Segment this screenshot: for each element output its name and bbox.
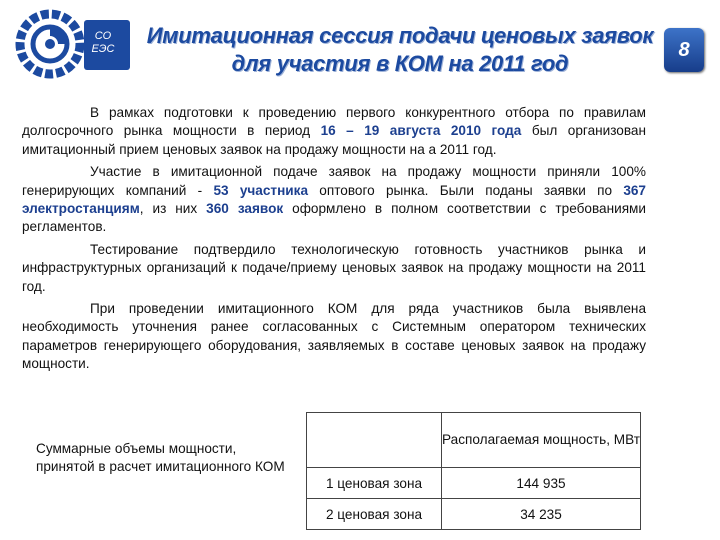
p2-text-g: оформлено в полном соответствии с требованиями регламентов.: [22, 201, 646, 235]
p2-participants-highlight: 53 участника: [213, 182, 309, 198]
page-title: [140, 22, 660, 78]
p2-text-e: , из них: [139, 201, 207, 217]
zone-cell: 1 ценовая зона: [307, 468, 442, 499]
table-row: [307, 468, 641, 499]
p2-text-c: оптового рынка. Были поданы заявки по: [308, 182, 624, 198]
logo-text-line2: ЕЭС: [91, 43, 115, 55]
table-header-row: [307, 413, 641, 468]
table-header-empty: [307, 413, 442, 468]
p1-text-a: В рамках подготовки к проведению первого конкурентного отбора по правилам долгосрочного рынка мощности в период: [22, 105, 646, 139]
table-header-capacity: Располагаемая мощность, МВт: [442, 413, 641, 468]
paragraph-2: [22, 163, 646, 237]
capacity-cell: 34 235: [442, 499, 641, 530]
zone-cell: 2 ценовая зона: [307, 499, 442, 530]
summary-label: Суммарные объемы мощности, принятой в расчет имитационного КОМ: [36, 441, 285, 474]
table-row: [307, 499, 641, 530]
p2-bids-highlight: 360 заявок: [206, 201, 284, 217]
title-line2: для участия в КОМ на 2011 год: [231, 51, 569, 76]
p2-stations-highlight: 367 электростанциям: [22, 182, 646, 217]
capacity-cell: 144 935: [442, 468, 641, 499]
logo-text: [88, 30, 118, 56]
p1-text-c: был организован имитационный прием ценовых заявок на продажу мощности на а 2011 год.: [22, 123, 647, 157]
title-line1: Имитационная сессия подачи ценовых заявок: [146, 23, 654, 48]
paragraph-4: При проведении имитационного КОМ для ряда участников была выявлена необходимость уточнения ранее согласованных с Системным оператором технических параметров генерирующего оборудования, заявляемых в составе ценовых заявок на продажу мощности.: [22, 301, 646, 372]
p1-date-highlight: 16 – 19 августа 2010 года: [320, 123, 522, 139]
capacity-table: [306, 412, 641, 530]
body-text: [22, 104, 646, 378]
paragraph-1: [22, 104, 646, 159]
logo-text-line1: СО: [94, 30, 112, 42]
p2-text-a: Участие в имитационной подаче заявок на продажу мощности приняли 100% генерирующих компаний -: [22, 164, 646, 198]
header: [0, 0, 720, 92]
page-number-badge: 8: [664, 28, 704, 72]
paragraph-3: Тестирование подтвердило технологическую готовность участников рынка и инфраструктурных организаций к подаче/приему ценовых заявок на продажу мощности на 2011 год.: [22, 241, 646, 294]
